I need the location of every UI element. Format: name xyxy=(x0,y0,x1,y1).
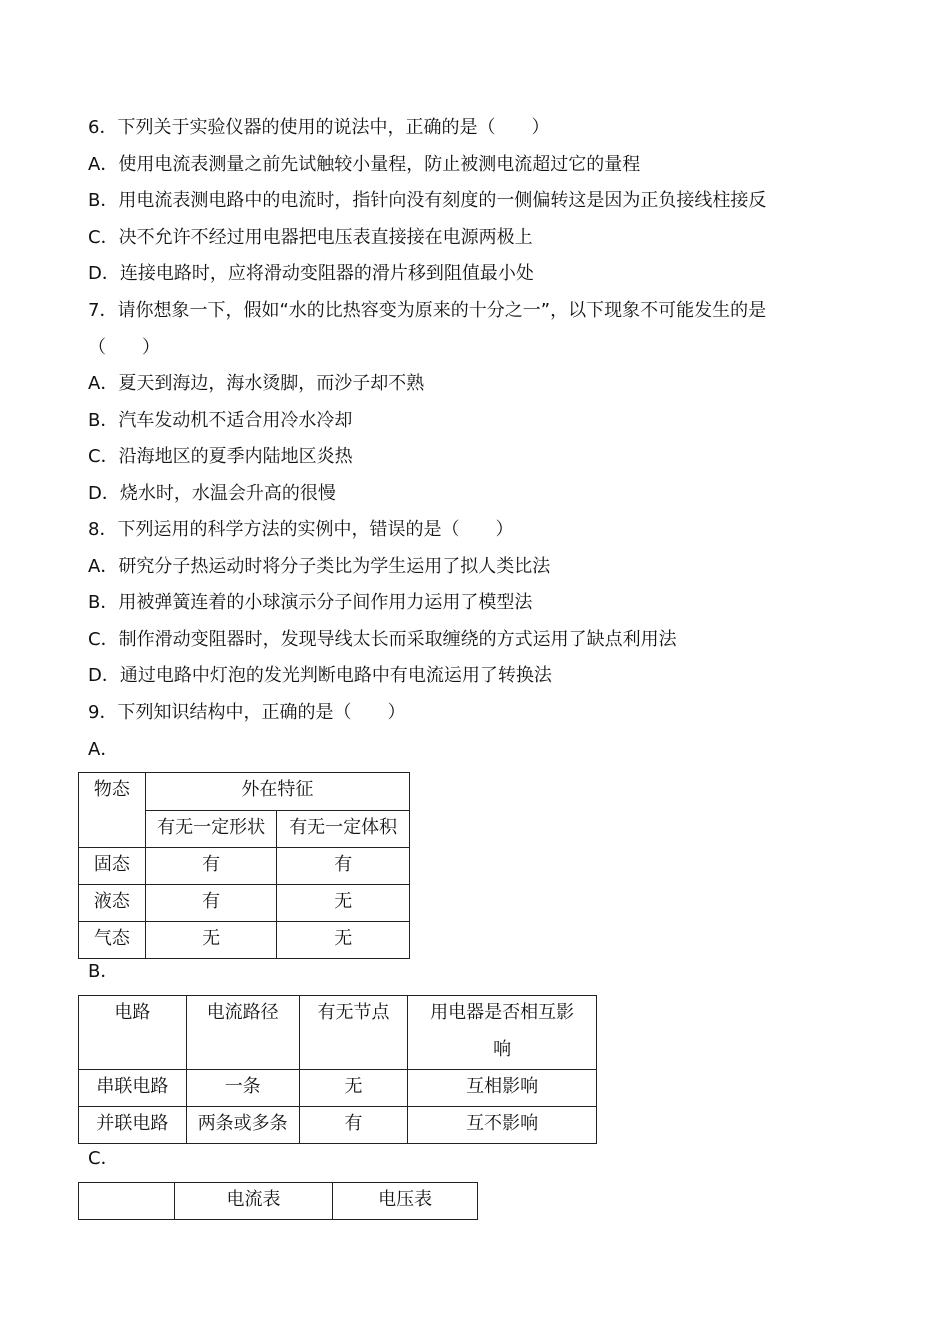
table-cell: 有 xyxy=(299,1107,408,1144)
table-cell: 固态 xyxy=(79,848,146,885)
q9-option-b-label: B． xyxy=(88,961,119,982)
q6-option-a: A．使用电流表测量之前先试触较小量程，防止被测电流超过它的量程 xyxy=(88,154,641,175)
table-header-affect: 用电器是否相互影 响 xyxy=(408,996,597,1070)
table-row xyxy=(79,848,410,885)
q7-option-a: A．夏天到海边，海水烫脚，而沙子却不熟 xyxy=(88,373,425,394)
table-header-state: 物态 xyxy=(79,773,146,848)
q7-option-b: B．汽车发动机不适合用冷水冷却 xyxy=(88,410,353,431)
table-c-meters xyxy=(78,1182,478,1220)
table-cell: 液态 xyxy=(79,885,146,922)
table-cell: 有 xyxy=(277,848,410,885)
q7-stem-cont: （ ） xyxy=(88,337,160,358)
q8-option-c: C．制作滑动变阻器时，发现导线太长而采取缠绕的方式运用了缺点利用法 xyxy=(88,629,677,650)
q7-stem: 7．请你想象一下，假如“水的比热容变为原来的十分之一”，以下现象不可能发生的是 xyxy=(88,300,767,321)
table-row xyxy=(79,1107,597,1144)
q8-stem: 8．下列运用的科学方法的实例中，错误的是（ ） xyxy=(88,519,514,540)
table-header-shape: 有无一定形状 xyxy=(145,810,277,848)
q6-option-b: B．用电流表测电路中的电流时，指针向没有刻度的一侧偏转这是因为正负接线柱接反 xyxy=(88,190,767,211)
table-header-feature: 外在特征 xyxy=(145,773,409,811)
table-row xyxy=(79,1070,597,1107)
q6-option-c: C．决不允许不经过用电器把电压表直接接在电源两极上 xyxy=(88,227,533,248)
table-header-path: 电流路径 xyxy=(186,996,299,1070)
table-b-circuits xyxy=(78,995,597,1144)
table-row xyxy=(79,773,410,811)
q7-option-d: D．烧水时，水温会升高的很慢 xyxy=(88,483,336,504)
table-header-volume: 有无一定体积 xyxy=(277,810,410,848)
q6-stem: 6．下列关于实验仪器的使用的说法中，正确的是（ ） xyxy=(88,117,550,138)
table-cell: 有 xyxy=(145,848,277,885)
q8-option-b: B．用被弹簧连着的小球演示分子间作用力运用了模型法 xyxy=(88,592,533,613)
table-cell: 无 xyxy=(145,922,277,959)
q8-option-d: D．通过电路中灯泡的发光判断电路中有电流运用了转换法 xyxy=(88,665,552,686)
q9-option-a-label: A． xyxy=(88,739,119,760)
table-header-blank xyxy=(79,1183,175,1220)
table-row xyxy=(79,885,410,922)
table-row xyxy=(79,922,410,959)
table-cell: 互相影响 xyxy=(408,1070,597,1107)
q8-option-a: A．研究分子热运动时将分子类比为学生运用了拟人类比法 xyxy=(88,556,551,577)
table-cell: 串联电路 xyxy=(79,1070,187,1107)
table-row xyxy=(79,996,597,1070)
table-row xyxy=(79,1183,478,1220)
table-header-voltmeter: 电压表 xyxy=(333,1183,478,1220)
table-cell: 一条 xyxy=(186,1070,299,1107)
table-cell: 两条或多条 xyxy=(186,1107,299,1144)
table-cell: 互不影响 xyxy=(408,1107,597,1144)
q9-option-c-label: C． xyxy=(88,1148,119,1169)
table-a-states-of-matter xyxy=(78,772,410,959)
table-cell: 无 xyxy=(277,885,410,922)
table-cell: 并联电路 xyxy=(79,1107,187,1144)
q7-option-c: C．沿海地区的夏季内陆地区炎热 xyxy=(88,446,353,467)
q9-stem: 9．下列知识结构中，正确的是（ ） xyxy=(88,702,406,723)
table-cell: 有 xyxy=(145,885,277,922)
table-cell: 无 xyxy=(277,922,410,959)
table-header-circuit: 电路 xyxy=(79,996,187,1070)
table-cell: 气态 xyxy=(79,922,146,959)
table-cell: 无 xyxy=(299,1070,408,1107)
table-header-node: 有无节点 xyxy=(299,996,408,1070)
table-header-ammeter: 电流表 xyxy=(174,1183,333,1220)
q6-option-d: D．连接电路时，应将滑动变阻器的滑片移到阻值最小处 xyxy=(88,263,534,284)
